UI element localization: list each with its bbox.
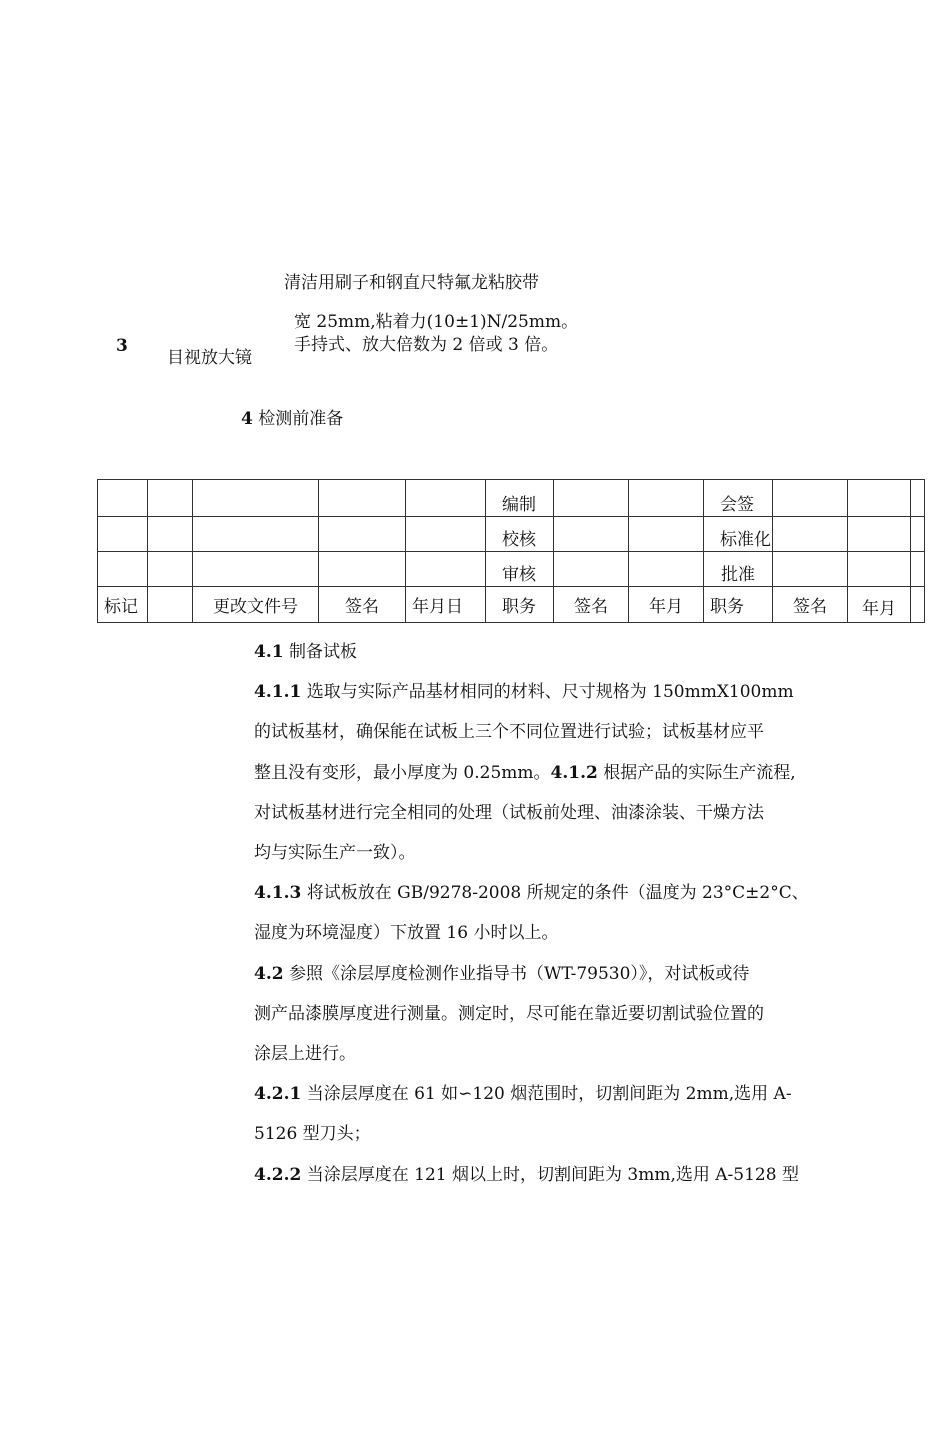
- body-text: [254, 632, 814, 1195]
- paragraph-4-1-1-line1: 4.1.1 选取与实际产品基材相同的材料、尺寸规格为 150mmX100mm: [254, 682, 794, 703]
- paragraph-4-2-2-line1: 4.2.2 当涂层厚度在 121 烟以上时，切割间距为 3mm,选用 A-5128 型: [254, 1164, 799, 1185]
- item-name-magnifier: 目视放大镜: [167, 348, 252, 368]
- col-sign: 签名: [319, 587, 406, 623]
- magnifier-spec: 手持式、放大倍数为 2 倍或 3 倍。: [294, 335, 559, 355]
- paragraph-4-1-2-line2: 对试板基材进行完全相同的处理（试板前处理、油漆涂装、干燥方法: [254, 802, 764, 823]
- table-row: [98, 552, 925, 587]
- paragraph-4-2-line2: 测产品漆膜厚度进行测量。测定时，尽可能在靠近要切割试验位置的: [254, 1003, 764, 1024]
- paragraph-4-2-1-line1: 4.2.1 当涂层厚度在 61 如∽120 烟范围时，切割间距为 2mm,选用 A-: [254, 1084, 792, 1105]
- review-label: 校核: [486, 517, 554, 552]
- paragraph-4-2-1-line2: 5126 型刀头；: [254, 1124, 371, 1145]
- col-date-3: 年月: [862, 598, 896, 619]
- col-sign-2: 签名: [554, 587, 629, 623]
- tape-spec: 宽 25mm,粘着力(10±1)N/25mm。: [294, 312, 579, 332]
- paragraph-4-1-3-line2: 湿度为环境湿度）下放置 16 小时以上。: [254, 923, 559, 944]
- paragraph-4-1-1-line3: 整且没有变形，最小厚度为 0.25mm。4.1.2 根据产品的实际生产流程,: [254, 762, 796, 783]
- approve-label: 批准: [704, 552, 773, 587]
- col-date-2: 年月: [629, 587, 704, 623]
- col-position-2: 职务: [704, 587, 773, 623]
- standardize-label: 标准化: [704, 517, 773, 552]
- paragraph-4-2-line1: 4.2 参照《涂层厚度检测作业指导书（WT-79530）》，对试板或待: [254, 963, 750, 984]
- prepare-label: 编制: [486, 480, 554, 517]
- col-position: 职务: [486, 587, 554, 623]
- paragraph-4-1-2-line3: 均与实际生产一致）。: [254, 843, 416, 864]
- item-number: 3: [116, 336, 128, 356]
- table-row: [98, 517, 925, 552]
- paragraph-4-1-1-line2: 的试板基材，确保能在试板上三个不同位置进行试验；试板基材应平: [254, 722, 764, 743]
- col-date: 年月日: [406, 587, 486, 623]
- section-heading-4: [241, 404, 343, 429]
- col-change-doc: 更改文件号: [193, 587, 319, 623]
- section-number: 4: [241, 409, 253, 429]
- table-row: [98, 480, 925, 517]
- countersign-label: 会签: [704, 480, 773, 517]
- paragraph-4-1-3-line1: 4.1.3 将试板放在 GB/9278-2008 所规定的条件（温度为 23°C±2°C、: [254, 883, 809, 904]
- paragraph-4-1: 4.1 制备试板: [254, 642, 357, 662]
- table-header-row: [98, 587, 925, 623]
- section-title: 检测前准备: [258, 409, 344, 429]
- col-mark: 标记: [98, 587, 148, 623]
- tools-brush-ruler-tape: 清洁用刷子和钢直尺特氟龙粘胶带: [284, 273, 539, 293]
- paragraph-4-2-line3: 涂层上进行。: [254, 1044, 356, 1065]
- revision-table: [97, 479, 925, 623]
- col-sign-3: 签名: [773, 587, 848, 623]
- audit-label: 审核: [486, 552, 554, 587]
